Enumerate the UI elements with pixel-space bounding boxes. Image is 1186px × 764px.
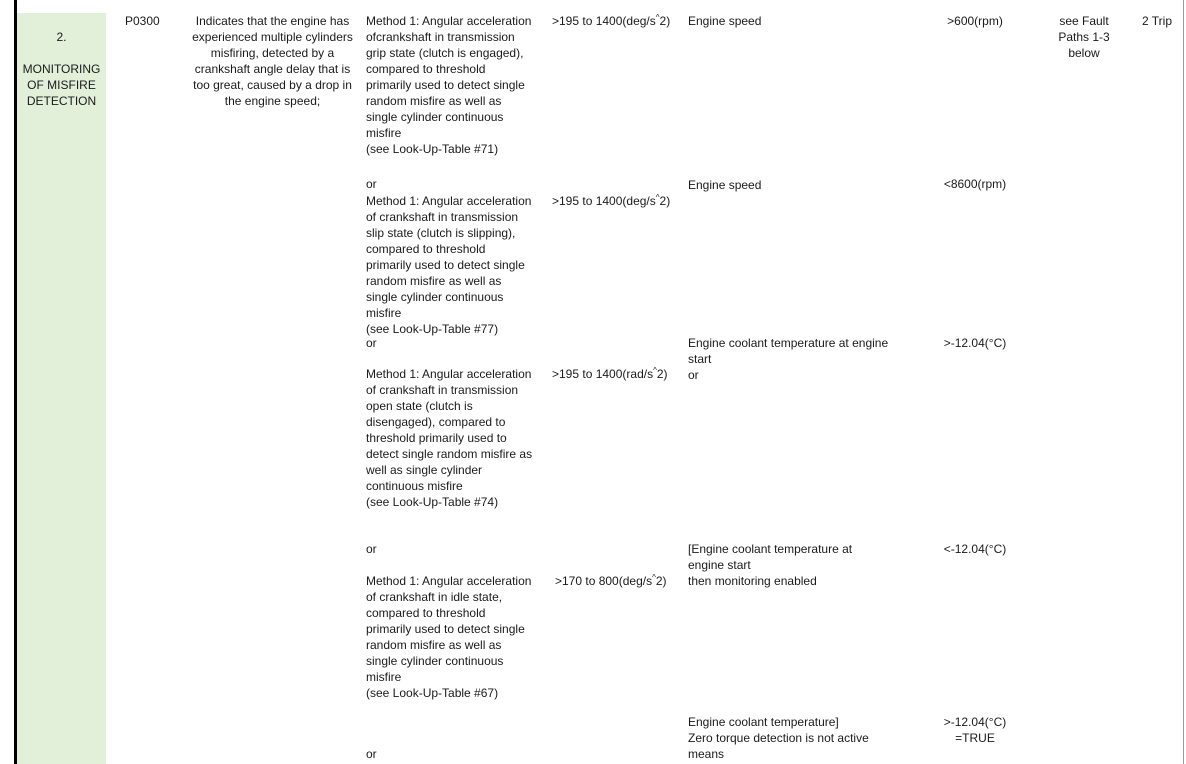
secondary-parameter: [Engine coolant temperature at engine start then monitoring enabled [688, 542, 853, 588]
section-number: 2. [56, 30, 67, 44]
threshold-open: >195 to 1400(rad/s^2) [552, 366, 668, 381]
method-slip: Method 1: Angular acceleration of crankshaft in transmission slip state (clutch is slipping), compared to threshold primarily used to detect single random misfire as well as single cylinder continuous misfire (see Look-Up-Table #77) [366, 194, 532, 336]
enable-condition: <-12.04(°C) [943, 542, 1007, 556]
mil-illumination: 2 Trip [1141, 14, 1172, 28]
enable-condition: >-12.04(°C) [943, 336, 1007, 350]
secondary-parameter: Engine speed [688, 14, 762, 28]
threshold-idle: >170 to 800(deg/s^2) [555, 573, 667, 588]
section-title: MONITORING OF MISFIRE DETECTION [22, 62, 101, 108]
threshold-grip: >195 to 1400(deg/s^2) [552, 13, 671, 28]
time-required: see Fault Paths 1-3 below [1058, 14, 1110, 60]
method-idle: Method 1: Angular acceleration of crankshaft in idle state, compared to threshold primarily used to detect single random misfire as well as single cylinder continuous misfire (see Look-Up-Table #67) [366, 574, 532, 700]
monitor-description: Indicates that the engine has experienced multiple cylinders misfiring, detected by a crankshaft angle delay that is too great, caused by a drop in the engine speed; [192, 14, 353, 108]
secondary-parameter: Engine coolant temperature] Zero torque detection is not active means [688, 715, 869, 761]
right-border [1183, 0, 1184, 764]
or-separator: or [366, 336, 377, 350]
threshold-slip: >195 to 1400(deg/s^2) [552, 193, 671, 208]
or-separator: or [366, 747, 377, 761]
method-open: Method 1: Angular acceleration of crankshaft in transmission open state (clutch is disengaged), compared to threshold primarily used to detect single random misfire as well as single cylinder continuous misfire (see Look-Up-Table #74) [366, 367, 533, 509]
or-separator: or [366, 177, 377, 191]
fault-code: P0300 [125, 14, 160, 28]
enable-condition: >-12.04(°C) =TRUE [943, 715, 1007, 745]
section-cell-background [17, 13, 106, 764]
or-separator: or [366, 542, 377, 556]
method-grip: Method 1: Angular acceleration ofcrankshaft in transmission grip state (clutch is engaged), compared to threshold primarily used to detect single random misfire as well as single cylinder continuous misfire (see Look-Up-Table #71) [366, 14, 532, 156]
enable-condition: <8600(rpm) [943, 177, 1007, 191]
section-heading [17, 13, 106, 125]
secondary-parameter: Engine coolant temperature at engine start or [688, 336, 889, 382]
enable-condition: >600(rpm) [947, 14, 1003, 28]
secondary-parameter: Engine speed [688, 178, 762, 192]
